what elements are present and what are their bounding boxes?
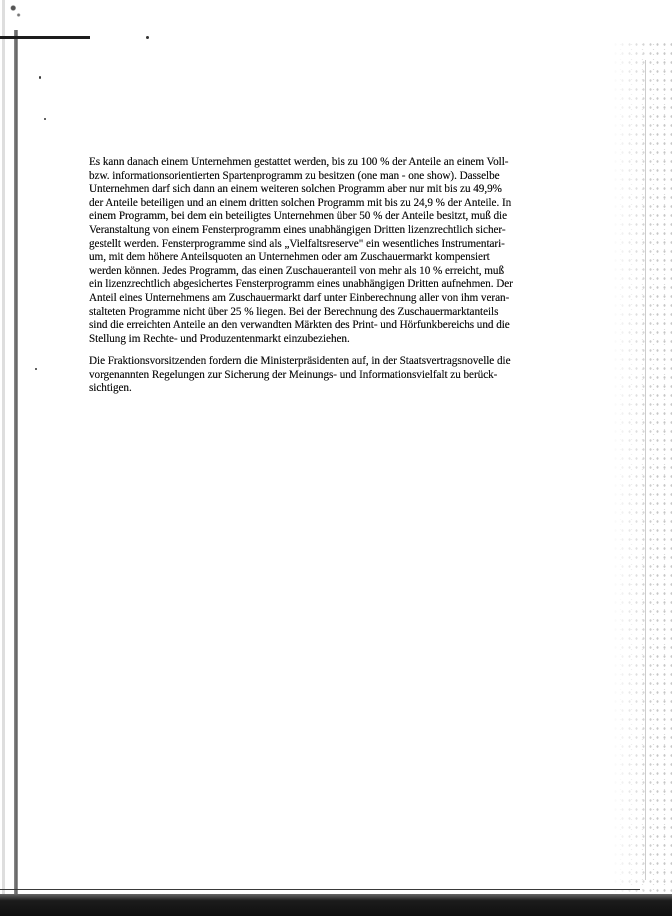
scan-speck — [44, 118, 46, 120]
text-line: bzw. informationsorientierten Spartenprogramm zu besitzen (one man - one show). Dasselbe — [89, 169, 500, 182]
scan-top-rule — [0, 36, 90, 39]
text-line: sind die erreichten Anteile an den verwandten Märkten des Print- und Hörfunkbereichs und die — [89, 319, 510, 332]
text-line: Veranstaltung von einem Fensterprogramm eines unabhängigen Dritten lizenzrechtlich sicher- — [89, 223, 506, 236]
text-line: der Anteile beteiligen und an einem dritten solchen Programm mit bis zu 24,9 % der Anteile. In — [89, 196, 512, 209]
scan-binding-shadow — [14, 30, 18, 900]
scan-speck — [6, 0, 24, 20]
text-line: stalteten Programme nicht über 25 % liegen. Bei der Berechnung des Zuschauermarktanteils — [89, 305, 499, 318]
scan-speck — [146, 36, 149, 39]
paragraph-1 — [89, 156, 557, 346]
text-line: werden können. Jedes Programm, das einen Zuschaueranteil von mehr als 10 % erreicht, muß — [89, 264, 505, 277]
text-line: gestellt werden. Fensterprogramme sind als „Vielfaltsreserve" ein wesentliches Instrumentari- — [89, 237, 505, 250]
text-line: einem Programm, bei dem ein beteiligtes Unternehmen über 50 % der Anteile besitzt, muß die — [89, 210, 508, 223]
scan-left-edge — [2, 0, 5, 916]
text-line: um, mit dem höhere Anteilsquoten an Unternehmen oder am Zuschauermarkt kompensiert — [89, 251, 490, 264]
text-line: Die Fraktionsvorsitzenden fordern die Ministerpräsidenten auf, in der Staatsvertragsnovelle die — [89, 355, 511, 367]
text-line: ein lizenzrechtlich abgesichertes Fensterprogramm eines unabhängigen Dritten aufnehmen. Der — [89, 278, 513, 291]
scan-bottom-edge — [0, 894, 672, 916]
scan-bottom-rule — [0, 889, 640, 890]
scan-speck — [39, 76, 41, 79]
paragraph-2 — [89, 355, 557, 396]
scan-noise-right — [612, 40, 672, 916]
scan-speck — [35, 368, 37, 370]
scan-right-rule — [645, 60, 646, 880]
text-line: sichtigen. — [89, 382, 132, 395]
text-line: Anteil eines Unternehmens am Zuschauermarkt darf unter Einberechnung aller von ihm veran- — [89, 291, 510, 304]
text-line: Es kann danach einem Unternehmen gestattet werden, bis zu 100 % der Anteile an einem Voll- — [89, 156, 509, 168]
text-line: Unternehmen darf sich dann an einem weiteren solchen Programm aber nur mit bis zu 49,9% — [89, 183, 502, 196]
text-line: Stellung im Rechte- und Produzentenmarkt einzubeziehen. — [89, 332, 350, 345]
text-line: vorgenannten Regelungen zur Sicherung der Meinungs- und Informationsvielfalt zu berück- — [89, 368, 498, 381]
